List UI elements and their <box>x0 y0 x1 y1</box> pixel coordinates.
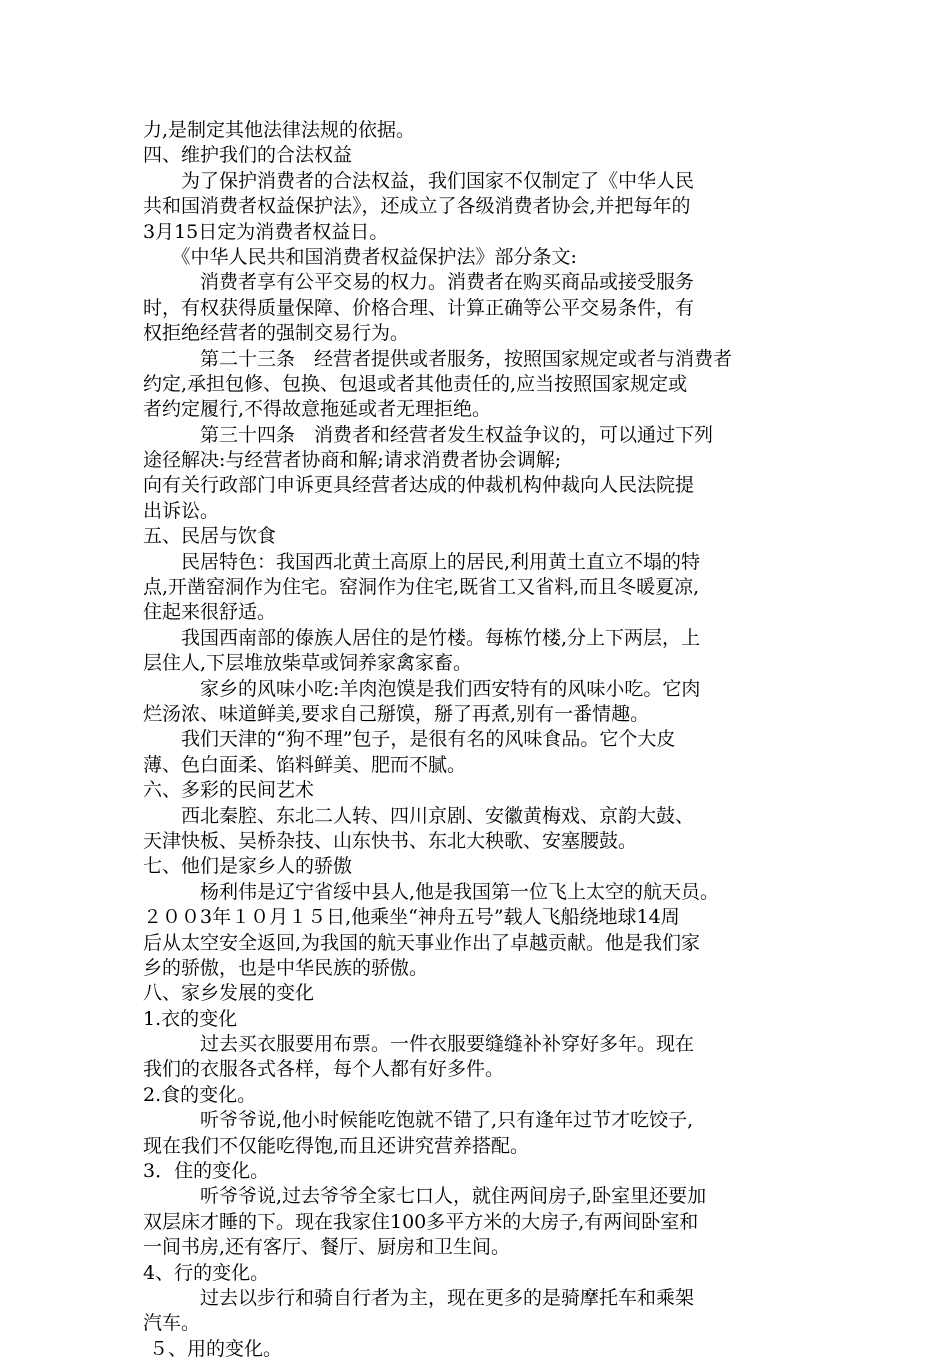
text-line-28: 西北秦腔、东北二人转、四川京剧、安徽黄梅戏、京韵大鼓、 <box>143 804 695 827</box>
text-line-31: 杨利伟是辽宁省绥中县人,他是我国第一位飞上太空的航天员。 <box>143 880 720 903</box>
subheading-transport: 4、行的变化。 <box>143 1261 270 1284</box>
text-line-1: 力,是制定其他法律法规的依据。 <box>143 119 416 141</box>
text-line-8: 时，有权获得质量保障、价格合理、计算正确等公平交易条件，有 <box>143 296 695 319</box>
text-line-15: 向有关行政部门申诉更具经营者达成的仲裁机构仲裁向人民法院提 <box>143 474 695 497</box>
subheading-clothing: 1.衣的变化 <box>143 1007 238 1030</box>
text-line-26: 薄、色白面柔、馅料鲜美、肥而不腻。 <box>143 753 467 776</box>
section-heading-8: 八、家乡发展的变化 <box>143 982 315 1005</box>
text-line-4: 共和国消费者权益保护法》，还成立了各级消费者协会,并把每年的 <box>143 195 691 218</box>
text-line-22: 层住人,下层堆放柴草或饲养家禽家畜。 <box>143 652 473 675</box>
document-page <box>143 118 818 1362</box>
text-line-12: 者约定履行,不得故意拖延或者无理拒绝。 <box>143 398 492 421</box>
text-line-43: 听爷爷说,过去爷爷全家七口人，就住两间房子,卧室里还要加 <box>143 1185 707 1208</box>
subheading-goods: ５、用的变化。 <box>143 1337 283 1360</box>
text-line-37: 过去买衣服要用布票。一件衣服要缝缝补补穿好多年。现在 <box>143 1033 695 1056</box>
text-line-44: 双层床才睡的下。现在我家住100多平方米的大房子,有两间卧室和 <box>143 1210 699 1233</box>
text-line-29: 天津快板、吴桥杂技、山东快书、东北大秧歌、安塞腰鼓。 <box>143 829 638 852</box>
text-line-41: 现在我们不仅能吃得饱,而且还讲究营养搭配。 <box>143 1134 530 1157</box>
text-line-25: 我们天津的“狗不理”包子，是很有名的风味食品。它个大皮 <box>143 728 676 751</box>
section-heading-4: 四、维护我们的合法权益 <box>143 144 353 167</box>
text-line-16: 出诉讼。 <box>143 499 220 522</box>
text-line-32: ２００3年１０月１５日,他乘坐“神舟五号”载人飞船绕地球14周 <box>143 906 680 929</box>
text-line-47: 过去以步行和骑自行者为主，现在更多的是骑摩托车和乘架 <box>143 1286 695 1309</box>
text-line-48: 汽车。 <box>143 1312 201 1335</box>
subheading-housing: 3．住的变化。 <box>143 1160 270 1183</box>
text-line-34: 乡的骄傲，也是中华民族的骄傲。 <box>143 956 429 979</box>
text-line-38: 我们的衣服各式各样，每个人都有好多件。 <box>143 1058 505 1081</box>
text-line-21: 我国西南部的傣族人居住的是竹楼。每栋竹楼,分上下两层，上 <box>143 626 701 649</box>
text-line-24: 烂汤浓、味道鲜美,要求自己掰馍，掰了再煮,别有一番情趣。 <box>143 702 650 725</box>
text-line-20: 住起来很舒适。 <box>143 601 277 624</box>
text-line-11: 约定,承担包修、包换、包退或者其他责任的,应当按照国家规定或 <box>143 372 688 395</box>
text-line-33: 后从太空安全返回,为我国的航天事业作出了卓越贡献。他是我们家 <box>143 931 701 954</box>
text-line-7: 消费者享有公平交易的权力。消费者在购买商品或接受服务 <box>143 271 695 294</box>
text-line-45: 一间书房,还有客厅、餐厅、厨房和卫生间。 <box>143 1236 511 1259</box>
text-line-13: 第三十四条 消费者和经营者发生权益争议的，可以通过下列 <box>143 423 714 446</box>
text-line-5: 3月15日定为消费者权益日。 <box>143 220 389 243</box>
text-line-6: 《中华人民共和国消费者权益保护法》部分条文: <box>143 245 577 268</box>
text-line-3: 为了保护消费者的合法权益，我们国家不仅制定了《中华人民 <box>143 169 695 192</box>
section-heading-5: 五、民居与饮食 <box>143 525 277 548</box>
text-line-23: 家乡的风味小吃:羊肉泡馍是我们西安特有的风味小吃。它肉 <box>143 677 701 700</box>
section-heading-6: 六、多彩的民间艺术 <box>143 779 315 802</box>
subheading-food: 2.食的变化。 <box>143 1083 257 1106</box>
text-line-10: 第二十三条 经营者提供或者服务，按照国家规定或者与消费者 <box>143 347 733 370</box>
text-line-18: 民居特色：我国西北黄土高原上的居民,利用黄土直立不塌的特 <box>143 550 701 573</box>
section-heading-7: 七、他们是家乡人的骄傲 <box>143 855 353 878</box>
text-line-14: 途径解决:与经营者协商和解;请求消费者协会调解; <box>143 449 562 472</box>
text-line-40: 听爷爷说,他小时候能吃饱就不错了,只有逢年过节才吃饺子, <box>143 1109 694 1132</box>
text-line-9: 权拒绝经营者的强制交易行为。 <box>143 322 410 345</box>
text-line-19: 点,开凿窑洞作为住宅。窑洞作为住宅,既省工又省料,而且冬暖夏凉, <box>143 576 700 599</box>
